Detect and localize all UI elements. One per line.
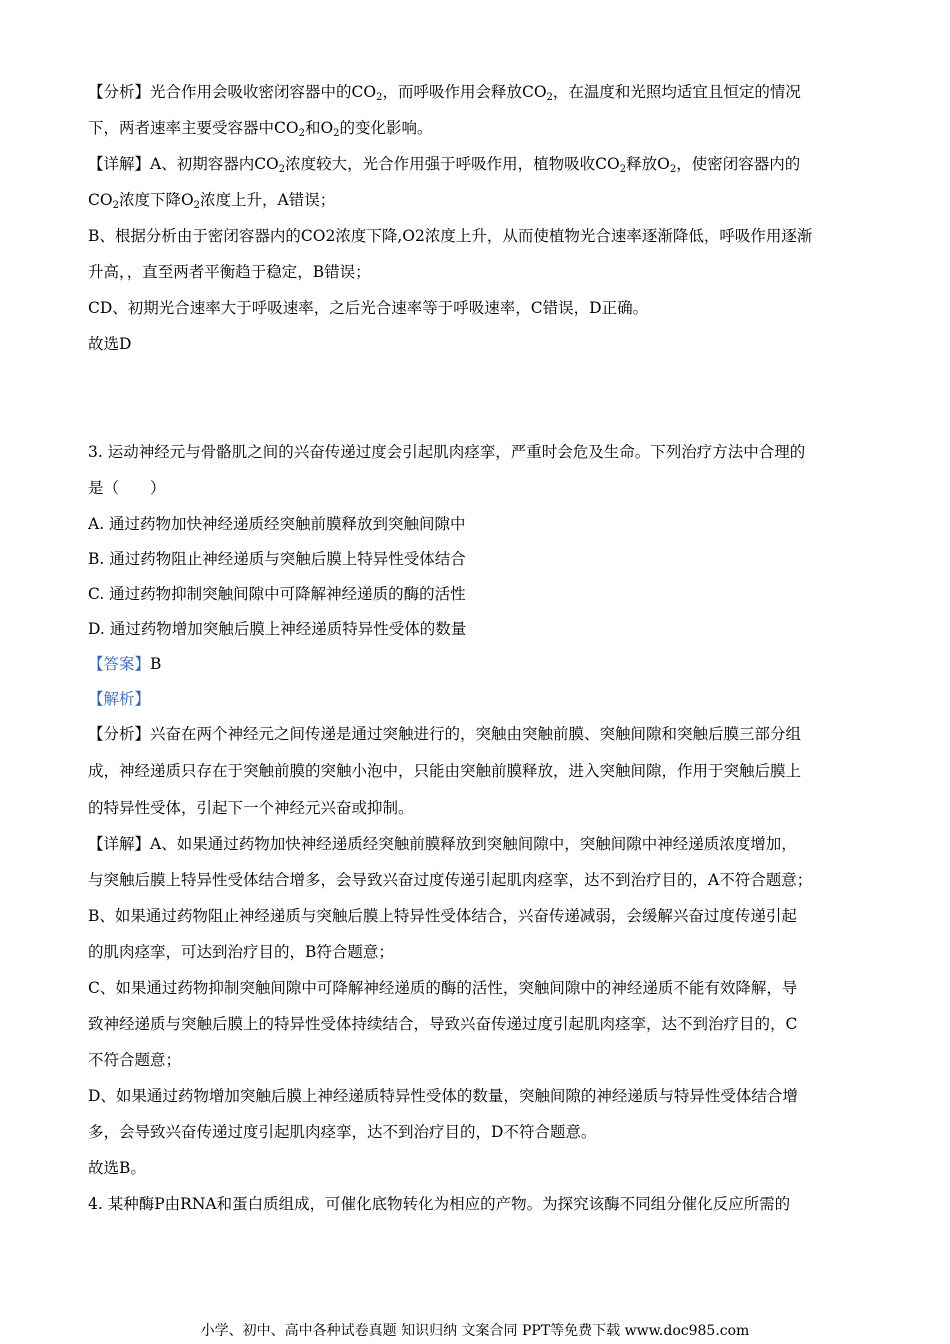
option-c: C. 通过药物抑制突触间隙中可降解神经递质的酶的活性: [88, 585, 466, 603]
choice-line: 故选D: [88, 335, 132, 353]
detail-line-4: 升高，，直至两者平衡趋于稳定，B错误；: [88, 263, 371, 281]
detail-line-3: B、根据分析由于密闭容器内的CO2浓度下降,O2浓度上升，从而使植物光合速率逐渐降低，呼吸作用逐渐: [88, 227, 813, 245]
detail-line-7: 不符合题意；: [88, 1051, 182, 1069]
choice-line: 故选B。: [88, 1159, 146, 1177]
option-a: A. 通过药物加快神经递质经突触前膜释放到突触间隙中: [88, 515, 466, 533]
option-d: D. 通过药物增加突触后膜上神经递质特异性受体的数量: [88, 620, 467, 638]
detail-line-4: 的肌肉痉挛，可达到治疗目的，B符合题意；: [88, 943, 394, 961]
detail-line-2: 与突触后膜上特异性受体结合增多，会导致兴奋过度传递引起肌肉痉挛，达不到治疗目的，A不符合题意；: [88, 871, 813, 889]
page-footer: 小学、初中、高中各种试卷真题 知识归纳 文案合同 PPT等免费下载 www.doc985.com: [200, 1323, 750, 1339]
detail-line-9: 多，会导致兴奋传递过度引起肌肉痉挛，达不到治疗目的，D不符合题意。: [88, 1123, 597, 1141]
explanation-label: 【解析】: [88, 690, 151, 708]
analysis-line-3: 的特异性受体，引起下一个神经元兴奋或抑制。: [88, 799, 414, 817]
detail-line-5: CD、初期光合速率大于呼吸速率，之后光合速率等于呼吸速率，C错误，D正确。: [88, 299, 649, 317]
detail-line-1: 【详解】A、如果通过药物加快神经递质经突触前膜释放到突触间隙中，突触间隙中神经递质浓度增加，: [88, 835, 797, 853]
answer-value: B: [150, 655, 162, 673]
analysis-line-1: 【分析】光合作用会吸收密闭容器中的$CO_2$，而呼吸作用会释放$CO_2$，在温度和光照均适宜且恒定的情况: [88, 83, 801, 103]
detail-line-2: $CO_2$浓度下降$O_2$浓度上升，A错误；: [88, 191, 336, 211]
detail-line-6: 致神经递质与突触后膜上的特异性受体持续结合，导致兴奋传递过度引起肌肉痉挛，达不到治疗目的，C: [88, 1015, 798, 1033]
detail-line-1: 【详解】A、初期容器内$CO_2$浓度较大，光合作用强于呼吸作用，植物吸收$CO_2$释放$O_2$，使密闭容器内的: [88, 155, 801, 175]
detail-line-3: B、如果通过药物阻止神经递质与突触后膜上特异性受体结合，兴奋传递减弱，会缓解兴奋过度传递引起: [88, 907, 797, 925]
answer-label: 【答案】: [88, 655, 151, 673]
option-b: B. 通过药物阻止神经递质与突触后膜上特异性受体结合: [88, 550, 466, 568]
analysis-line-2: 下，两者速率主要受容器中$CO_2$和$O_2$的变化影响。: [88, 119, 433, 139]
detail-line-8: D、如果通过药物增加突触后膜上神经递质特异性受体的数量，突触间隙的神经递质与特异性受体结合增: [88, 1087, 798, 1105]
detail-line-5: C、如果通过药物抑制突触间隙中可降解神经递质的酶的活性，突触间隙中的神经递质不能有效降解，导: [88, 979, 798, 997]
question-stem-line-1: 4. 某种酶P由RNA和蛋白质组成，可催化底物转化为相应的产物。为探究该酶不同组分催化反应所需的: [88, 1195, 791, 1213]
question-stem-line-1: 3. 运动神经元与骨骼肌之间的兴奋传递过度会引起肌肉痉挛，严重时会危及生命。下列治疗方法中合理的: [88, 443, 806, 461]
answer-line: [88, 654, 161, 674]
analysis-line-2: 成，神经递质只存在于突触前膜的突触小泡中，只能由突触前膜释放，进入突触间隙，作用于突触后膜上: [88, 762, 802, 780]
analysis-line-1: 【分析】兴奋在两个神经元之间传递是通过突触进行的，突触由突触前膜、突触间隙和突触后膜三部分组: [88, 725, 802, 743]
question-stem-line-2: 是（ ）: [88, 479, 166, 497]
